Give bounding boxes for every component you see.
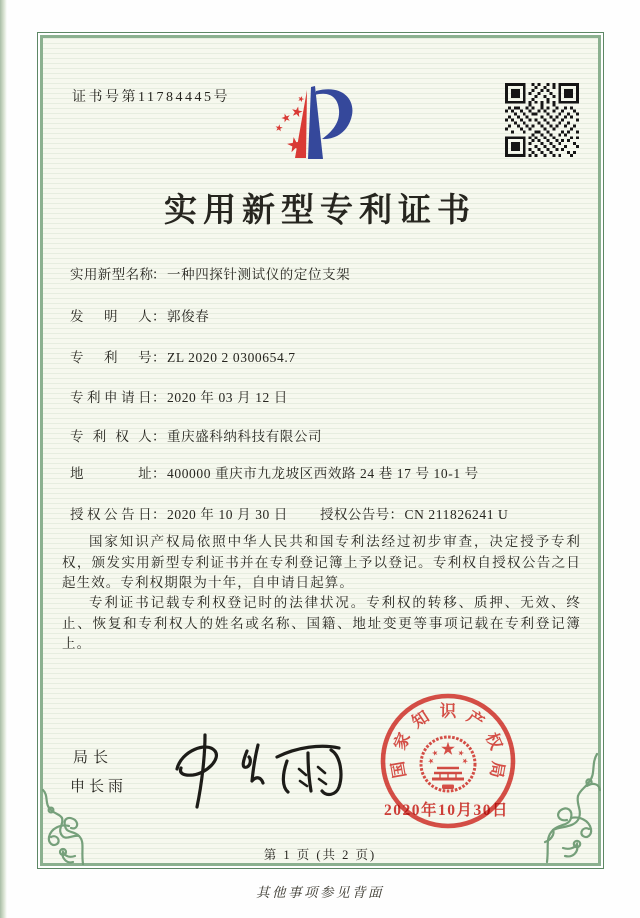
- field-colon: ：: [152, 429, 166, 444]
- field-colon: ：: [152, 350, 166, 365]
- field-label: 发 明 人: [70, 309, 152, 324]
- field-value: 2020 年 10 月 30 日: [167, 507, 288, 522]
- field-row-filing-date: [70, 386, 288, 406]
- field-label: 专 利 权 人: [70, 429, 152, 444]
- legal-paragraph-1: 国家知识产权局依照中华人民共和国专利法经过初步审查，决定授予专利权，颁发实用新型专利证书并在专利登记簿上予以登记。专利权自授权公告之日起生效。专利权期限为十年，自申请日起算。: [62, 534, 581, 590]
- svg-text:局: 局: [486, 759, 508, 780]
- field-label: 授权公告日: [70, 507, 152, 522]
- field-colon: ：: [389, 507, 404, 522]
- field-value: CN 211826241 U: [404, 507, 509, 522]
- field-colon: ：: [152, 466, 166, 481]
- field-row-utility-model-name: [70, 263, 350, 283]
- director-signature: [155, 731, 360, 811]
- svg-text:国: 国: [388, 759, 410, 780]
- back-note: 其他事项参见背面: [256, 885, 384, 900]
- certificate-title: 实用新型专利证书: [164, 193, 476, 229]
- scan-edge-strip: [0, 0, 7, 918]
- field-label: 实用新型名称: [70, 267, 154, 282]
- field-colon: ：: [152, 267, 166, 282]
- svg-text:家: 家: [390, 729, 415, 753]
- legal-paragraph-2: 专利证书记载专利权登记时的法律状况。专利权的转移、质押、无效、终止、恢复和专利权人的姓名或名称、国籍、地址变更等事项记载在专利登记簿上。: [62, 595, 581, 651]
- svg-text:知: 知: [408, 706, 433, 732]
- field-value: 重庆盛科纳科技有限公司: [167, 429, 323, 444]
- field-label: 专利申请日: [70, 390, 152, 405]
- field-grant-number-group: [320, 503, 508, 523]
- field-row-grant-date-and-number: [70, 503, 509, 523]
- field-value: 400000 重庆市九龙坡区西效路 24 巷 17 号 10-1 号: [167, 466, 479, 481]
- field-label: 地 址: [70, 466, 152, 481]
- pagination: 第 1 页 (共 2 页): [263, 848, 377, 862]
- svg-text:识: 识: [439, 701, 457, 721]
- svg-text:权: 权: [481, 729, 506, 753]
- field-value: 2020 年 03 月 12 日: [167, 390, 288, 405]
- cnipa-logo-icon: [253, 84, 387, 176]
- director-title: 局长: [73, 750, 114, 766]
- field-colon: ：: [152, 309, 166, 324]
- qr-code: [505, 83, 579, 157]
- director-name: 申长雨: [70, 779, 128, 795]
- field-colon: ：: [152, 507, 166, 522]
- field-row-patent-number: [70, 346, 296, 366]
- field-value: ZL 2020 2 0300654.7: [167, 350, 296, 365]
- field-row-address: [70, 462, 479, 482]
- field-colon: ：: [152, 390, 166, 405]
- field-value: 郭俊春: [167, 309, 210, 324]
- field-row-inventor: [70, 305, 209, 325]
- certificate-number: 证书号第11784445号: [72, 90, 230, 105]
- field-value: 一种四探针测试仪的定位支架: [167, 267, 351, 282]
- field-label: 授权公告号: [320, 507, 390, 522]
- seal-date: 2020年10月30日: [384, 802, 510, 819]
- svg-text:产: 产: [463, 706, 488, 732]
- field-row-patentee: [70, 425, 322, 445]
- field-label: 专 利 号: [70, 350, 152, 365]
